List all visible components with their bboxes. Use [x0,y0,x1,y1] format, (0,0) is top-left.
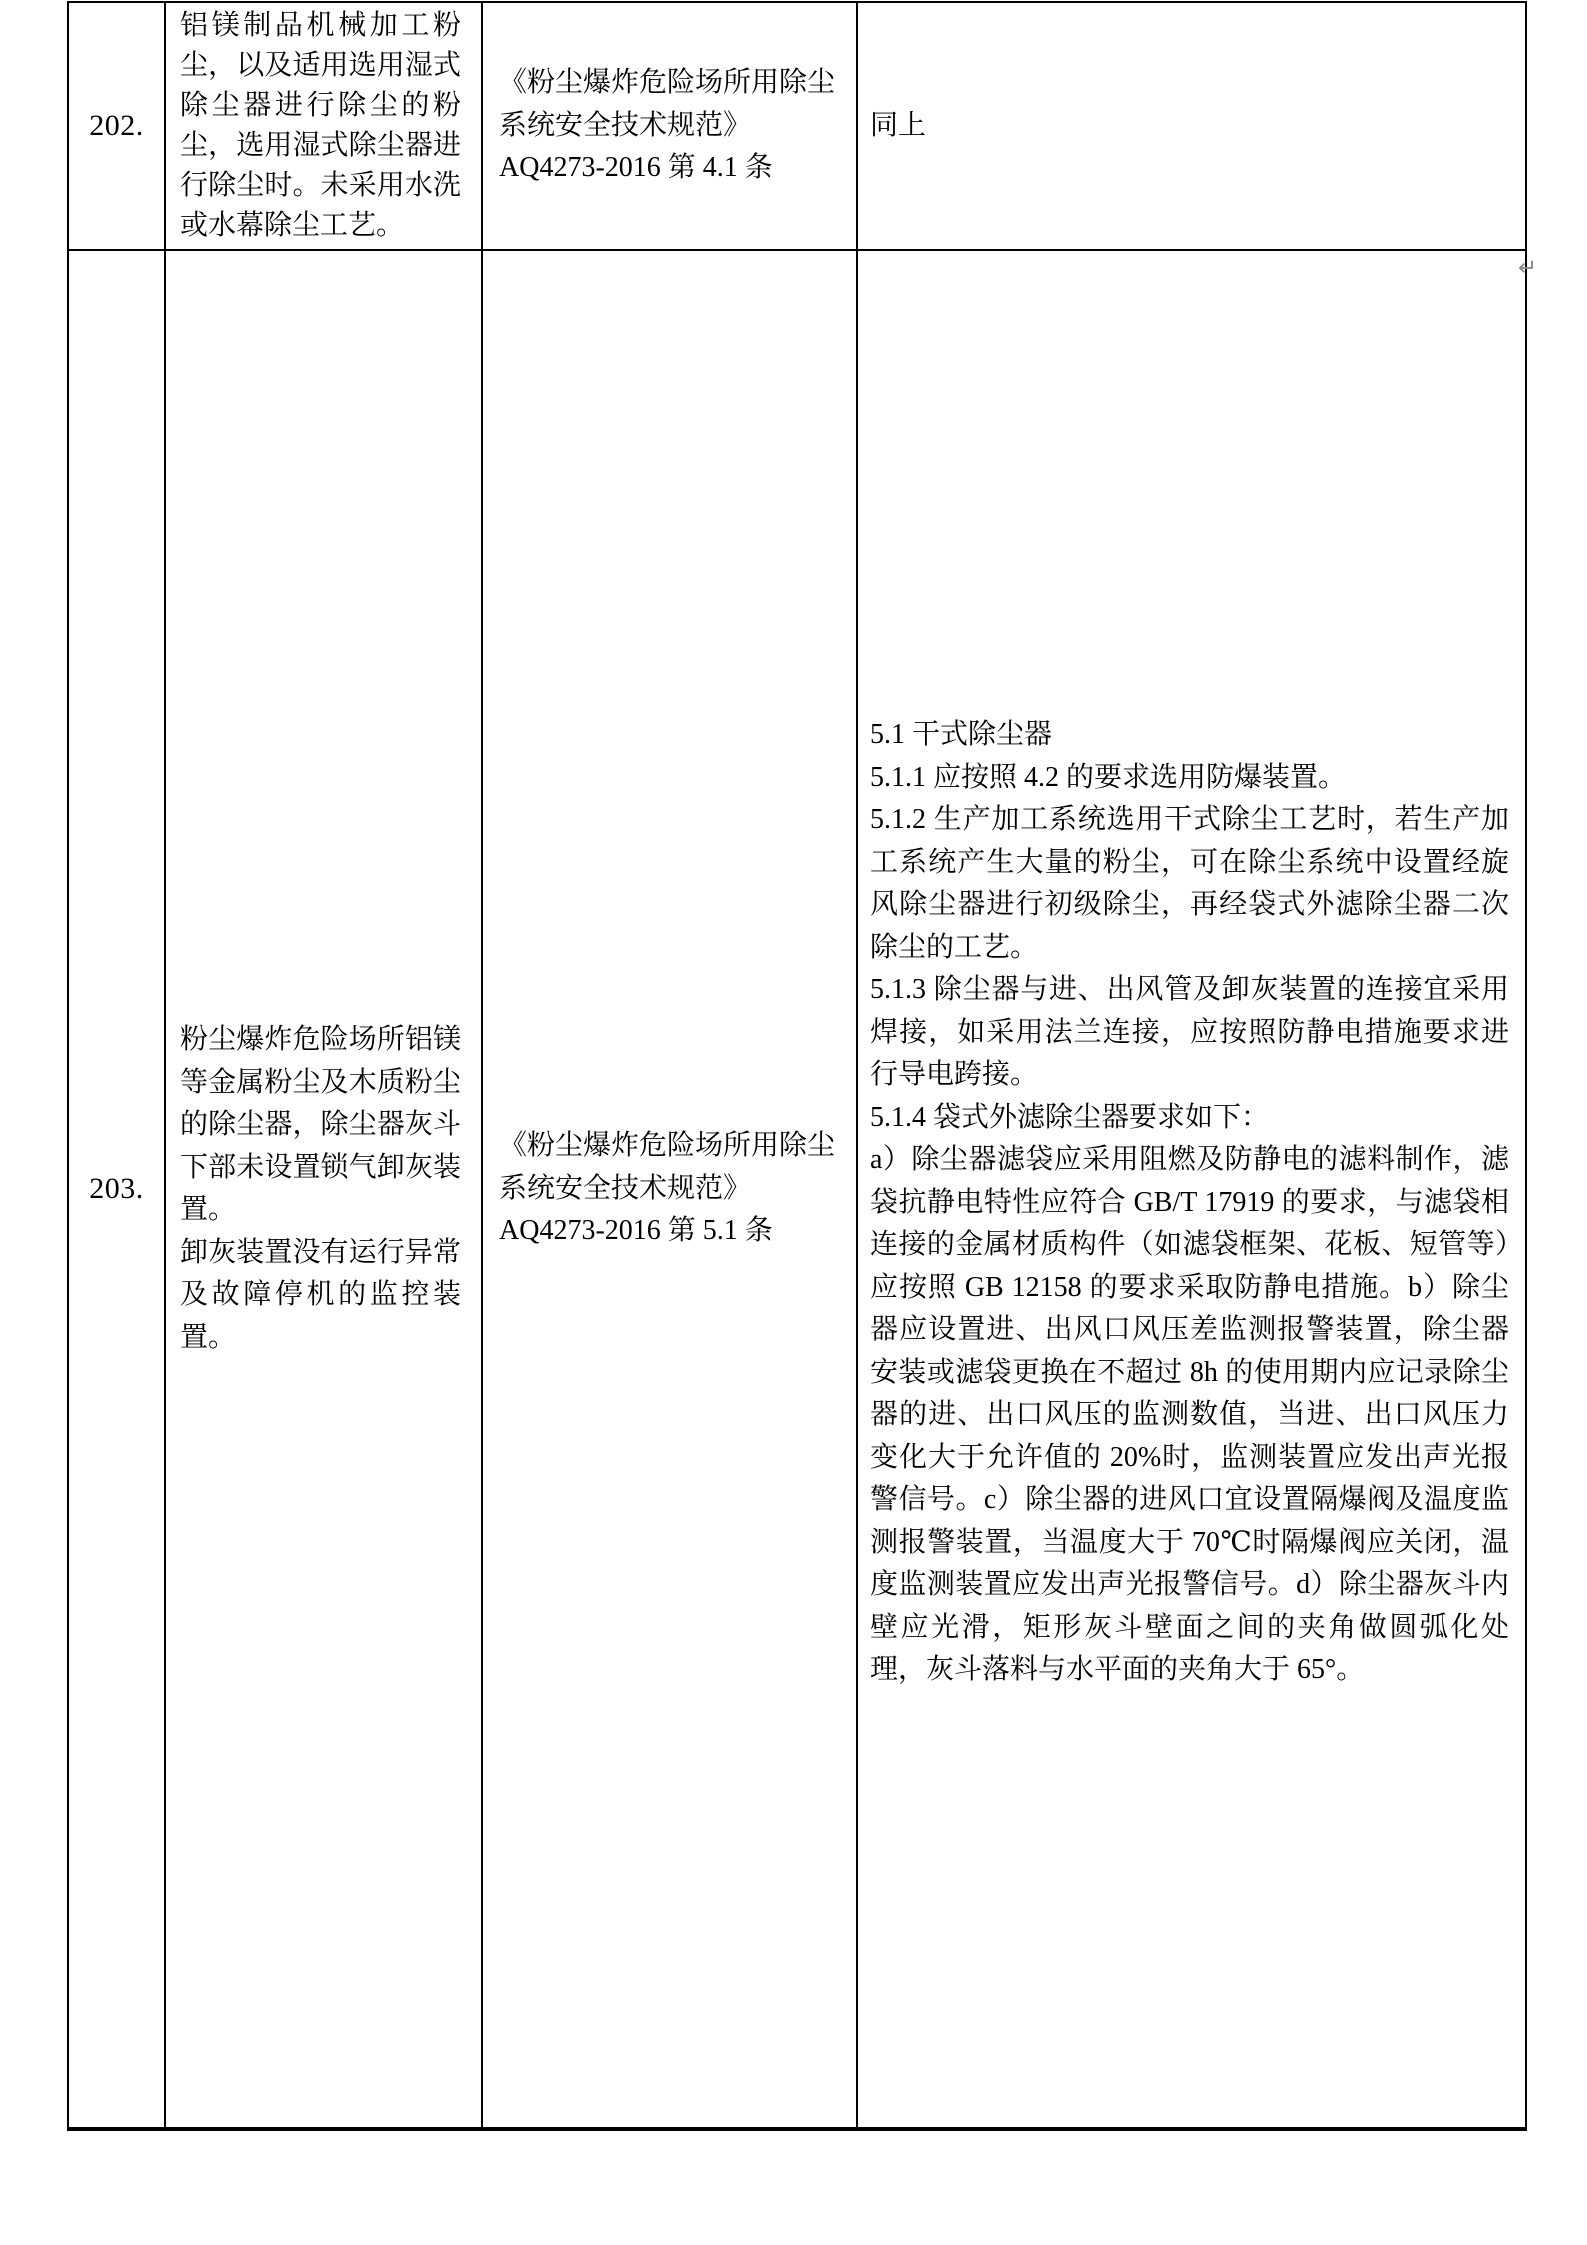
row-203-number: 203. [89,1172,144,1205]
requirement-paragraph: 5.1.2 生产加工系统选用干式除尘工艺时，若生产加工系统产生大量的粉尘，可在除尘系统中设置经旋风除尘器进行初级除尘，再经袋式外滤除尘器二次除尘的工艺。 [870,804,1509,963]
row-203-basis [499,1125,850,1253]
row-203-description-cell [164,249,481,2127]
row-end-return-icon: ↵ [1518,255,1538,281]
row-203-requirement-cell [856,249,1525,2127]
basis-line: 系统安全技术规范》 [499,109,752,141]
row-202-number: 202. [89,109,144,142]
requirement-paragraph: 5.1.1 应按照 4.2 的要求选用防爆装置。 [870,761,1347,793]
requirement-paragraph: a）除尘器滤袋应采用阻燃及防静电的滤料制作，滤袋抗静电特性应符合 GB/T 17919 的要求，与滤袋相连接的金属材质构件（如滤袋框架、花板、短管等）应按照 GB 12158 的要求采取防静电措施。b）除尘器应设置进、出风口风压差监测报警装置，除尘器安装或滤袋更换在不超过 8h 的使用期内应记录除尘器的进、出口风压的监测数值，当进、出口风压力变化大于允许值的 20%时，监测装置应发出声光报警信号。c）除尘器的进风口宜设置隔爆阀及温度监测报警装置，当温度大于 70℃时隔爆阀应关闭，温度监测装置应发出声光报警信号。d）除尘器灰斗内壁应光滑，矩形灰斗壁面之间的夹角做圆弧化处理，灰斗落料与水平面的夹角大于 65°。 [870,1144,1509,1686]
row-202-number-cell [69,3,164,249]
basis-line: 系统安全技术规范》 [499,1172,752,1204]
basis-line: 《粉尘爆炸危险场所用除尘 [499,67,836,99]
row-203-basis-cell [481,249,856,2127]
row-202-description: 铝镁制品机械加工粉尘，以及适用选用湿式除尘器进行除尘的粉尘，选用湿式除尘器进行除尘时。未采用水洗或水幕除尘工艺。 [180,10,461,241]
requirement-paragraph: 5.1 干式除尘器 [870,719,1053,751]
row-202-basis [499,62,850,190]
row-202-requirement-cell [856,3,1525,249]
row-203-number-cell [69,249,164,2127]
requirement-paragraph: 5.1.3 除尘器与进、出风管及卸灰装置的连接宜采用焊接，如采用法兰连接，应按照防静电措施要求进行导电跨接。 [870,974,1509,1091]
description-paragraph: 卸灰装置没有运行异常及故障停机的监控装置。 [180,1236,461,1353]
inspection-items-table [67,1,1527,2131]
basis-line: 《粉尘爆炸危险场所用除尘 [499,1130,836,1162]
basis-line: AQ4273-2016 第 5.1 条 [499,1215,773,1247]
basis-line: AQ4273-2016 第 4.1 条 [499,152,773,184]
description-paragraph: 粉尘爆炸危险场所铝镁等金属粉尘及木质粉尘的除尘器，除尘器灰斗下部未设置锁气卸灰装置。 [180,1024,461,1225]
row-202-description-cell [164,3,481,249]
row-203-requirement [870,714,1509,1692]
row-203-description [180,1019,461,1359]
requirement-paragraph: 5.1.4 袋式外滤除尘器要求如下： [870,1101,1270,1133]
row-202-basis-cell [481,3,856,249]
row-202-requirement: 同上 [870,109,927,141]
